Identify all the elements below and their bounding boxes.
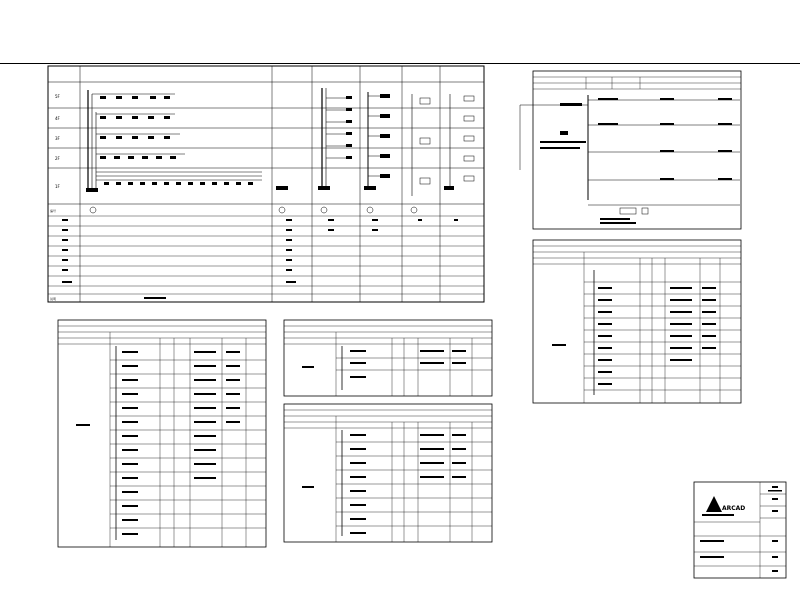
panel-bottom-mid-2 [284, 404, 492, 542]
panel-bottom-left [58, 320, 266, 547]
panel-right-middle [533, 240, 741, 403]
logo-mark-icon [706, 496, 722, 512]
riser-footer-note: 说明 [50, 297, 57, 301]
title-block [694, 482, 786, 578]
floor-label-4f: 4F [55, 116, 60, 121]
title-block-logo: ARCAD [722, 505, 746, 512]
floor-label-2f: 2F [55, 156, 60, 161]
panel-right-top [520, 71, 741, 229]
floor-label-1f: 1F [55, 184, 60, 189]
riser-row-label-0: 编号 [50, 209, 57, 213]
panel-bottom-mid-1 [284, 320, 492, 396]
floor-label-3f: 3F [55, 136, 60, 141]
riser-diagram [48, 66, 484, 302]
floor-label-5f: 5F [55, 94, 60, 99]
